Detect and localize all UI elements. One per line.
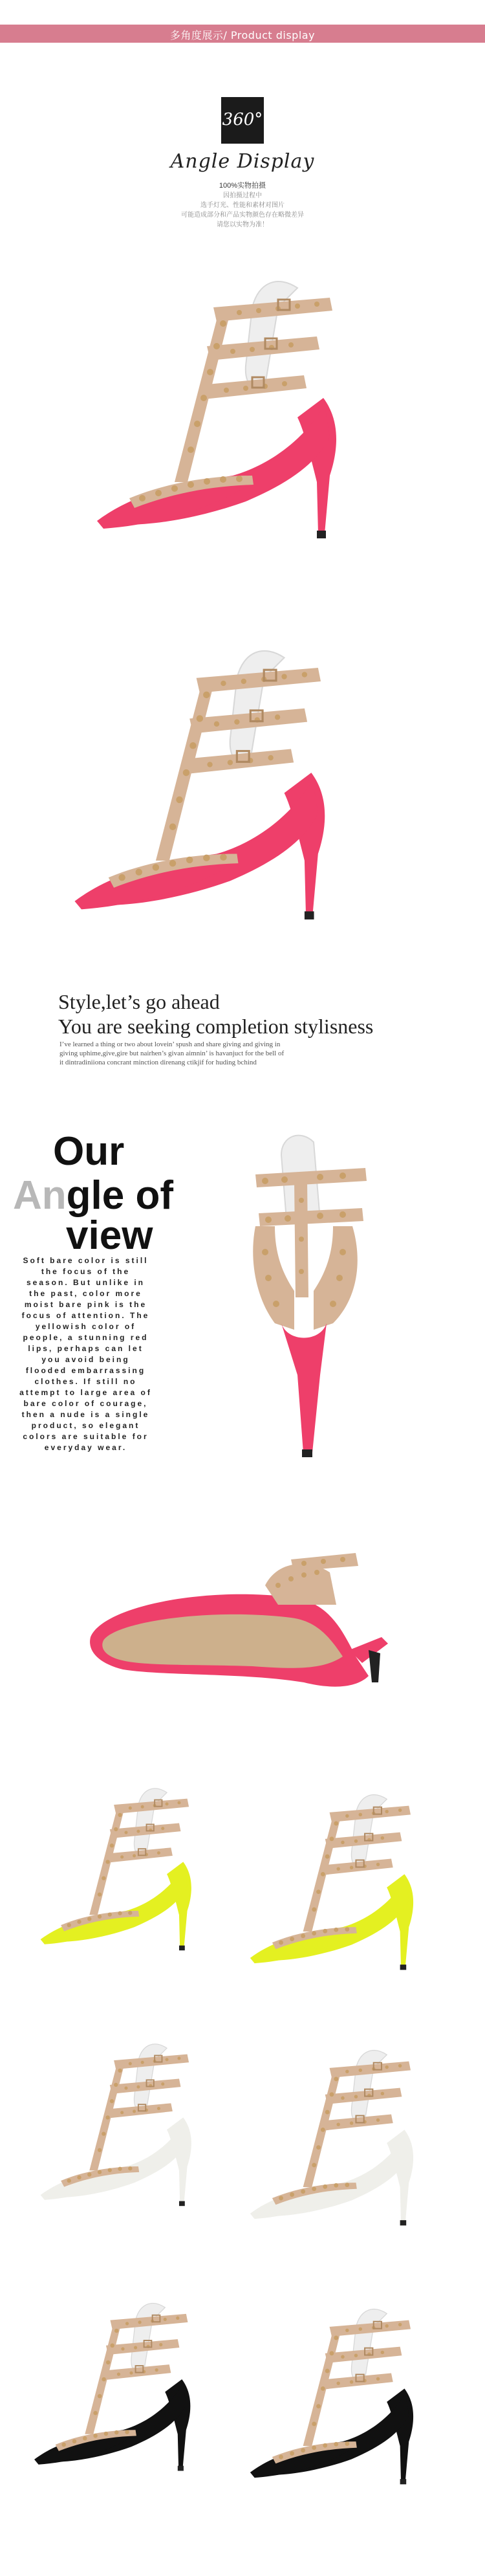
our-angle-heading-angle: Angle of <box>13 1173 173 1218</box>
product-photo-pink-side <box>84 256 382 566</box>
our-angle-heading-our: Our <box>53 1129 125 1174</box>
angle-display-title: Angle Display <box>170 150 315 173</box>
angle-display-note-1: 因拍摄过程中 <box>223 192 262 199</box>
product-photo-yellow-left <box>32 1773 220 1967</box>
angle-display-note-2: 选手灯光、性能和素材对图片 <box>200 202 285 209</box>
angle-display-note-4: 请您以实物为准！ <box>217 221 268 228</box>
section-header-title: 多角度展示/ Product display <box>169 29 316 41</box>
style-heading-1: Style,let’s go ahead <box>58 990 220 1013</box>
product-photo-white-left <box>32 2029 220 2223</box>
angle-display-note-3: 可能造成部分和产品实物颜色存在略微差异 <box>181 212 304 219</box>
style-body-line-3: it dintradiniiona concrant minction direnang ctikjif for huding bchind <box>59 1059 257 1066</box>
product-photo-yellow-right <box>239 1786 446 1980</box>
section-header-bar <box>0 25 485 43</box>
our-angle-heading-view: view <box>66 1213 153 1258</box>
style-body-line-1: I’ve learned a thing or two about lovein’ spush and share giving and giving in <box>59 1040 281 1048</box>
360-badge <box>221 97 264 144</box>
product-photo-pink-angle <box>55 637 378 935</box>
product-photo-pink-back <box>233 1129 382 1466</box>
360-badge-text: 360° <box>222 110 263 129</box>
style-heading-2: You are seeking completion stylisness <box>58 1015 374 1038</box>
our-angle-description: Soft bare color is still the focus of the season. But unlike in the past, color more moist bare pink is the focus of attention. The yellowish color of people, a stunning red lips, perhaps can let you avoid being flooded embarrassing clothes. If still no attempt to large area of bare color of courage, then a nude is a single product, so elegant colors are suitable for everyday wear. <box>19 1256 152 1452</box>
style-body-line-2: giving uphime,give,gire but nairhen’s givan aimnin’ is havanjuct for the bell of <box>59 1050 285 1057</box>
product-photo-white-right <box>239 2042 446 2236</box>
product-photo-pink-sole <box>78 1547 401 1702</box>
angle-display-subtitle: 100%实物拍摄 <box>219 182 266 190</box>
product-photo-black-right <box>239 2300 446 2494</box>
product-photo-black-left <box>26 2287 220 2488</box>
